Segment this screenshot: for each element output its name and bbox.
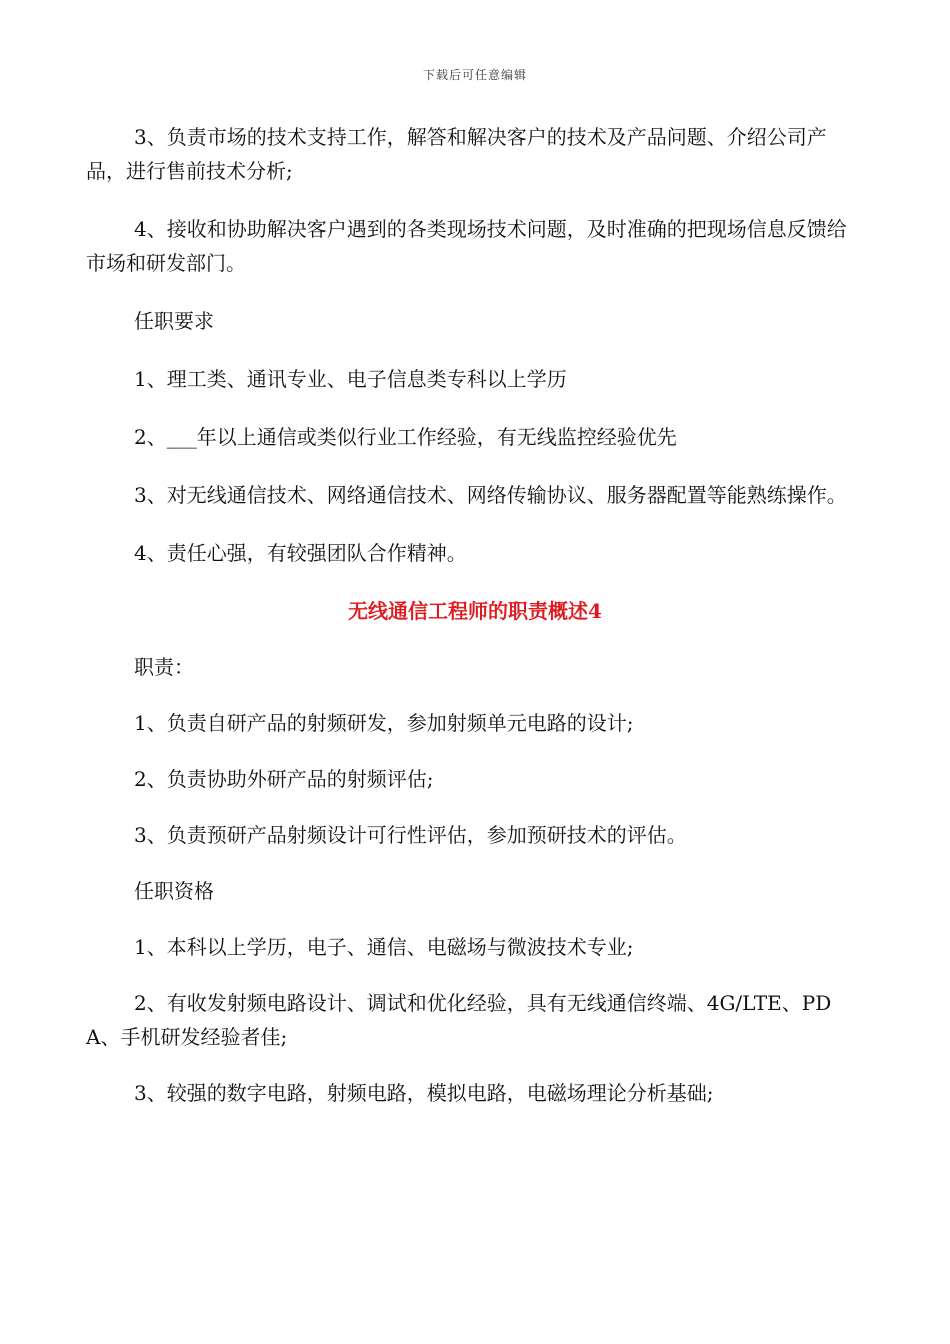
paragraph: 3、负责市场的技术支持工作，解答和解决客户的技术及产品问题、介绍公司产品，进行售前技术分析;	[86, 125, 827, 183]
paragraph: 2、有收发射频电路设计、调试和优化经验，具有无线通信终端、4G/LTE、PDA、手机研发经验者佳;	[86, 991, 832, 1049]
paragraph: 3、较强的数字电路，射频电路，模拟电路，电磁场理论分析基础;	[134, 1081, 714, 1105]
paragraph: 2、___年以上通信或类似行业工作经验，有无线监控经验优先	[134, 425, 677, 449]
paragraph: 3、负责预研产品射频设计可行性评估，参加预研技术的评估。	[134, 823, 687, 847]
header-note: 下载后可任意编辑	[422, 68, 527, 82]
paragraph: 2、负责协助外研产品的射频评估;	[134, 767, 434, 791]
paragraph: 3、对无线通信技术、网络通信技术、网络传输协议、服务器配置等能熟练操作。	[134, 483, 847, 507]
subheading-requirements: 任职要求	[134, 309, 214, 333]
subheading-qualifications: 任职资格	[134, 879, 214, 903]
paragraph: 1、负责自研产品的射频研发，参加射频单元电路的设计;	[134, 711, 634, 735]
document-body	[86, 120, 864, 1132]
paragraph: 4、接收和协助解决客户遇到的各类现场技术问题，及时准确的把现场信息反馈给市场和研发部门。	[86, 217, 847, 275]
paragraph: 1、本科以上学历，电子、通信、电磁场与微波技术专业;	[134, 935, 634, 959]
subheading-duties: 职责：	[134, 655, 194, 679]
paragraph: 4、责任心强，有较强团队合作精神。	[134, 541, 467, 565]
paragraph: 1、理工类、通讯专业、电子信息类专科以上学历	[134, 367, 567, 391]
section-title: 无线通信工程师的职责概述4	[348, 599, 602, 623]
